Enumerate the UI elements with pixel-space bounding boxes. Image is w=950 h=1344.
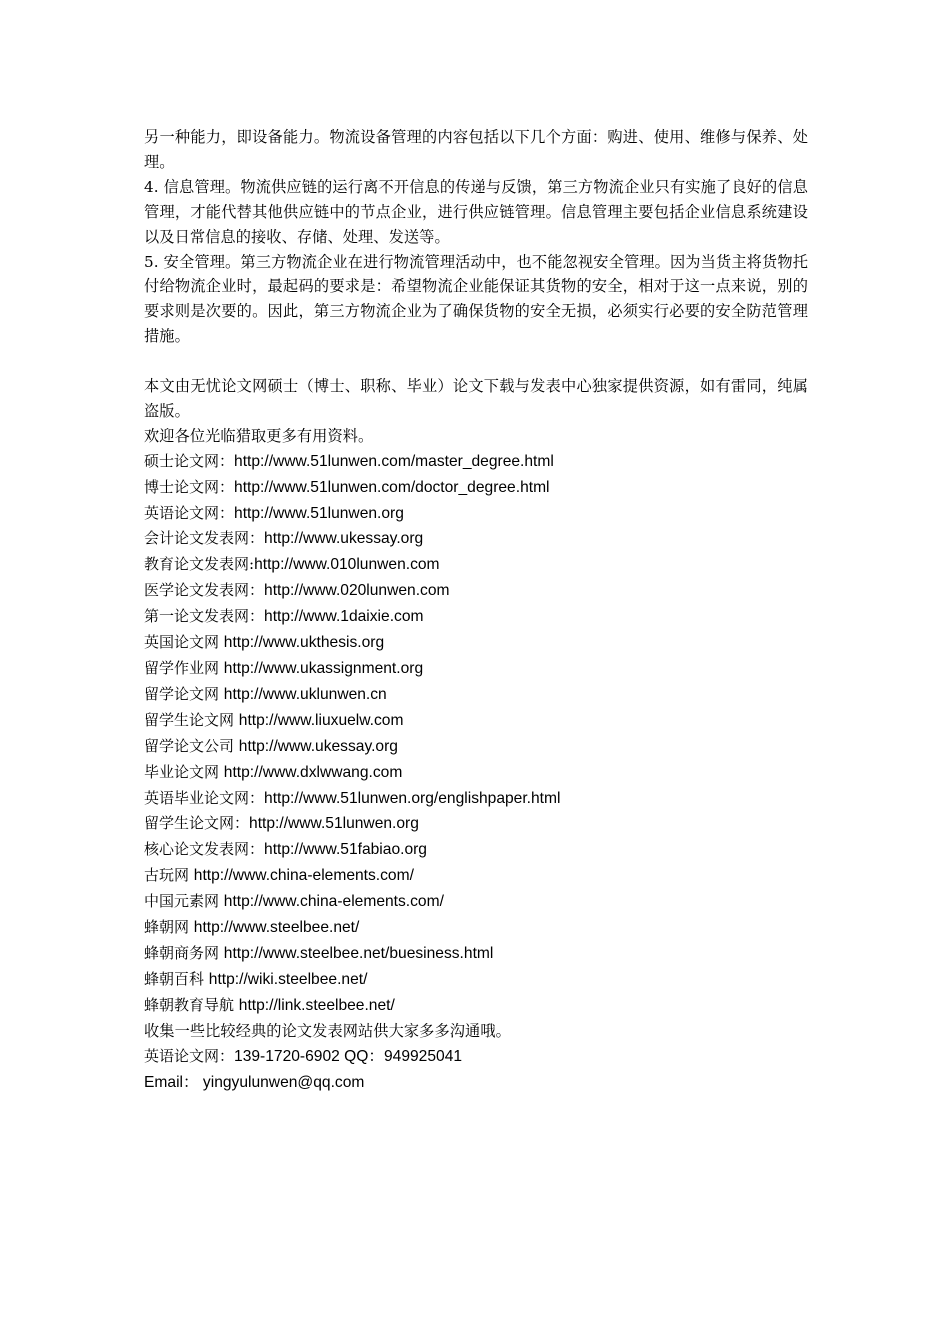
link-item [144, 682, 808, 708]
link-url[interactable]: http://wiki.steelbee.net/ [208, 970, 368, 988]
link-item [144, 967, 808, 993]
link-label: 英语论文网： [144, 503, 235, 522]
body-paragraph-safety-management: 5. 安全管理。第三方物流企业在进行物流管理活动中，也不能忽视安全管理。因为当货主将货物托付给物流企业时，最起码的要求是：希望物流企业能保证其货物的安全，相对于这一点来说，别的要求则是次要的。因此，第三方物流企业为了确保货物的安全无损，必须实行必要的安全防范管理措施。 [144, 252, 808, 346]
link-url[interactable]: http://www.china-elements.com/ [223, 893, 444, 911]
link-label: 英语毕业论文网： [144, 788, 265, 807]
link-url[interactable]: http://www.dxlwwang.com [223, 763, 403, 781]
link-url[interactable]: http://www.1daixie.com [264, 608, 424, 626]
link-label: 医学论文发表网： [144, 581, 265, 600]
link-label: 留学论文公司 [144, 736, 239, 755]
link-label: 蜂朝百科 [144, 969, 209, 988]
link-url[interactable]: http://link.steelbee.net/ [238, 996, 395, 1014]
body-paragraph-information-management: 4. 信息管理。物流供应链的运行离不开信息的传递与反馈，第三方物流企业只有实施了良好的信息管理，才能代替其他供应链中的节点企业，进行供应链管理。信息管理主要包括企业信息系统建设以及日常信息的接收、存储、处理、发送等。 [144, 177, 808, 246]
contact-label: 英语论文网： [144, 1046, 235, 1065]
link-item [144, 708, 808, 734]
link-url[interactable]: http://www.ukassignment.org [223, 660, 424, 678]
link-url[interactable]: http://www.steelbee.net/ [193, 919, 360, 937]
link-label: 留学生论文网 [144, 710, 239, 729]
contact-value: 139-1720-6902 QQ：949925041 [234, 1047, 463, 1065]
link-url[interactable]: http://www.51lunwen.org [234, 504, 404, 522]
link-label: 蜂朝教育导航 [144, 995, 239, 1014]
contact-line [144, 1044, 808, 1070]
link-label: 留学生论文网： [144, 814, 250, 833]
link-item [144, 656, 808, 682]
link-url[interactable]: http://www.010lunwen.com [254, 556, 440, 574]
link-url[interactable]: http://www.uklunwen.cn [223, 685, 387, 703]
link-label: 留学论文网 [144, 684, 224, 703]
link-item [144, 578, 808, 604]
link-url[interactable]: http://www.china-elements.com/ [193, 867, 414, 885]
link-url[interactable]: http://www.steelbee.net/buesiness.html [223, 944, 494, 962]
link-item [144, 993, 808, 1019]
link-label: 博士论文网： [144, 477, 235, 496]
link-item [144, 501, 808, 527]
link-url[interactable]: http://www.51lunwen.org/englishpaper.html [264, 789, 561, 807]
source-notice: 本文由无忧论文网硕士（博士、职称、毕业）论文下载与发表中心独家提供资源，如有雷同，纯属盗版。 [144, 377, 808, 420]
link-item [144, 475, 808, 501]
document-content [144, 125, 808, 1095]
link-url[interactable]: http://www.ukessay.org [238, 737, 398, 755]
link-label: 教育论文发表网: [144, 555, 255, 574]
link-label: 毕业论文网 [144, 762, 224, 781]
link-label: 第一论文发表网： [144, 607, 265, 626]
link-item [144, 552, 808, 578]
link-url[interactable]: http://www.51fabiao.org [264, 841, 427, 859]
welcome-notice: 欢迎各位光临猎取更多有用资料。 [144, 426, 374, 445]
link-item [144, 837, 808, 863]
link-item [144, 941, 808, 967]
link-item [144, 786, 808, 812]
link-item [144, 889, 808, 915]
link-item [144, 526, 808, 552]
link-url[interactable]: http://www.51lunwen.com/master_degree.html [234, 452, 554, 470]
link-list [144, 449, 808, 1019]
link-item [144, 449, 808, 475]
email-label: Email： [144, 1073, 199, 1091]
link-item [144, 760, 808, 786]
link-item [144, 630, 808, 656]
link-item [144, 734, 808, 760]
email-line [144, 1070, 808, 1096]
link-url[interactable]: http://www.020lunwen.com [264, 582, 450, 600]
link-url[interactable]: http://www.liuxuelw.com [238, 711, 404, 729]
link-label: 核心论文发表网： [144, 840, 265, 859]
link-item [144, 915, 808, 941]
link-url[interactable]: http://www.51lunwen.org [249, 815, 419, 833]
collect-note: 收集一些比较经典的论文发表网站供大家多多沟通哦。 [144, 1021, 511, 1040]
link-url[interactable]: http://www.ukthesis.org [223, 634, 385, 652]
blank-line [144, 349, 808, 374]
link-url[interactable]: http://www.51lunwen.com/doctor_degree.html [234, 478, 550, 496]
link-item [144, 604, 808, 630]
email-address[interactable]: yingyulunwen@qq.com [198, 1073, 365, 1091]
link-item [144, 811, 808, 837]
link-item [144, 863, 808, 889]
link-label: 英国论文网 [144, 633, 224, 652]
body-paragraph-equipment: 另一种能力，即设备能力。物流设备管理的内容包括以下几个方面：购进、使用、维修与保养、处理。 [144, 128, 808, 171]
link-label: 硕士论文网： [144, 451, 235, 470]
link-label: 留学作业网 [144, 659, 224, 678]
link-label: 中国元素网 [144, 892, 224, 911]
link-label: 蜂朝网 [144, 918, 194, 937]
link-label: 古玩网 [144, 866, 194, 885]
link-label: 会计论文发表网： [144, 529, 265, 548]
link-url[interactable]: http://www.ukessay.org [264, 530, 424, 548]
link-label: 蜂朝商务网 [144, 943, 224, 962]
